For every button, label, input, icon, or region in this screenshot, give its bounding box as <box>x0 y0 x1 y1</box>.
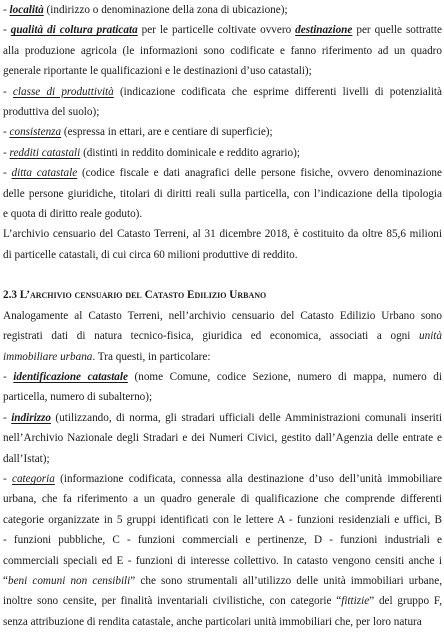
text-line <box>3 612 442 632</box>
text-run: di particelle catastali, di cui circa 60 milioni produttive di reddito. <box>3 248 298 261</box>
text-line <box>3 163 442 183</box>
text-run: registrati dati di natura tecnico-fisica, giuridica ed economica, associati a ogni <box>3 330 419 343</box>
emphasized-term: consistenza <box>9 126 62 139</box>
emphasized-term: identificazione catastale <box>13 371 128 384</box>
emphasized-term: destinazione <box>295 24 353 37</box>
text-run: - <box>3 126 10 139</box>
text-run: - <box>3 472 12 485</box>
text-run: delle persone giuridiche, titolari di diritti reali sulla particella, con l’indicazione della tipologia <box>3 187 442 200</box>
text-line <box>3 20 442 40</box>
text-line <box>3 551 442 571</box>
text-run: . Tra questi, in particolare: <box>92 350 211 363</box>
text-line <box>3 82 442 102</box>
text-run: Analogamente al Catasto Terreni, nell’archivio censuario del Catasto Edilizio Urbano sono <box>3 309 442 322</box>
emphasized-term: beni comuni non censibili <box>7 574 131 587</box>
text-line <box>3 122 442 142</box>
emphasized-term: località <box>9 4 44 16</box>
text-run: ” del gruppo F, <box>369 595 442 608</box>
emphasized-term: ditta catastale <box>11 167 78 180</box>
text-run: - <box>3 146 10 159</box>
text-line <box>3 0 442 20</box>
text-run: categorie organizzate in 5 gruppi identificati con le lettere A - funzioni residenziali e uffici, B <box>3 513 442 526</box>
emphasized-term: classe di produttività <box>12 85 114 98</box>
text-line <box>3 102 442 122</box>
text-line <box>3 408 442 428</box>
text-run: - <box>3 4 10 16</box>
text-run: (informazione codificata, connessa alla destinazione d’uso dell’unità immobiliare <box>54 472 442 485</box>
emphasized-term: immobiliare urbana <box>3 350 93 363</box>
section-heading <box>3 285 442 305</box>
text-line <box>3 184 442 204</box>
text-run: (codice fiscale e dati anagrafici delle persone fisiche, ovvero denominazione <box>77 167 442 180</box>
emphasized-term: indirizzo <box>11 411 51 424</box>
text-line <box>3 347 442 367</box>
text-run: ” che sono strumentali all’utilizzo delle unità immobiliari urbane, <box>130 574 442 587</box>
text-line <box>3 428 442 448</box>
text-run: commerciali speciali ed E - funzioni di interesse collettivo. In catasto vengono censiti anche i <box>3 554 442 567</box>
text-line <box>3 41 442 61</box>
text-run: (espressa in ettari, are e centiare di superficie); <box>61 126 273 139</box>
text-run: - funzioni pubbliche, C - funzioni commerciali e pertinenze, D - funzioni industriali e <box>3 534 442 547</box>
text-line <box>3 571 442 591</box>
text-line <box>3 306 442 326</box>
text-run: (nome Comune, codice Sezione, numero di mappa, numero di <box>127 371 442 384</box>
text-run: dall’Istat); <box>3 452 50 465</box>
text-line <box>3 387 442 407</box>
paragraph-catasto-terreni <box>3 0 442 265</box>
text-run: e quota di diritto reale goduto). <box>3 207 143 220</box>
emphasized-term: redditi catastali <box>9 146 81 159</box>
text-run: (distinti in reddito dominicale e reddito agrario); <box>80 146 300 159</box>
text-line <box>3 326 442 346</box>
text-line <box>3 510 442 530</box>
text-run: - <box>3 85 13 98</box>
text-line <box>3 245 442 265</box>
text-run: (utilizzando, di norma, gli stradari ufficiali delle Amministrazioni comunali inseriti <box>50 411 442 424</box>
text-run: - <box>3 24 11 37</box>
text-line <box>3 204 442 224</box>
text-line <box>3 469 442 489</box>
emphasized-term: unità <box>419 330 442 343</box>
text-run: “ <box>3 574 8 587</box>
text-line <box>3 143 442 163</box>
text-run: - <box>3 411 12 424</box>
text-run: per le particelle coltivate ovvero <box>137 24 296 37</box>
text-run: particella, numero di subalterno); <box>3 391 153 404</box>
text-line <box>3 224 442 244</box>
text-run: senza attribuzione di rendita catastale, anche particolari unità immobiliari che, per loro natura <box>3 615 422 628</box>
text-line <box>3 489 442 509</box>
text-line <box>3 449 442 469</box>
text-run: produttiva del suolo); <box>3 105 100 118</box>
text-run: nell’Archivio Nazionale degli Stradari e dei Numeri Civici, gestito dall’Agenzia delle entrate e <box>3 432 442 445</box>
text-run: urbana, che fa riferimento a un quadro generale di qualificazione che comprende differenti <box>3 493 442 506</box>
text-run: per quelle sottratte <box>352 24 442 37</box>
section-spacer <box>3 265 442 285</box>
text-run: (indirizzo o denominazione della zona di ubicazione); <box>43 4 288 16</box>
emphasized-term: fittizie <box>341 595 370 608</box>
paragraph-catasto-urbano <box>3 306 442 632</box>
section-title: L’archivio censuario del Catasto Edilizio Urbano <box>19 289 267 302</box>
text-run: (indicazione codificata che esprime differenti livelli di potenzialità <box>113 85 442 98</box>
text-line <box>3 530 442 550</box>
text-run: L’archivio censuario del Catasto Terreni, al 31 dicembre 2018, è costituito da oltre 85,6 milioni <box>3 228 442 241</box>
emphasized-term: qualità di coltura praticata <box>10 24 138 37</box>
text-line <box>3 591 442 611</box>
section-number: 2.3 <box>3 289 20 302</box>
text-run: - <box>3 371 14 384</box>
text-line <box>3 61 442 81</box>
emphasized-term: categoria <box>11 472 55 485</box>
text-line <box>3 367 442 387</box>
text-run: alla produzione agricola (le informazioni sono codificate e fanno riferimento ad un quadro <box>3 44 442 57</box>
text-run: generale riportante le qualificazioni e le destinazioni d’uso catastali); <box>3 65 312 78</box>
text-run: inoltre sono censite, per finalità inventariali civilistiche, con categorie “ <box>3 595 342 608</box>
text-run: - <box>3 167 12 180</box>
